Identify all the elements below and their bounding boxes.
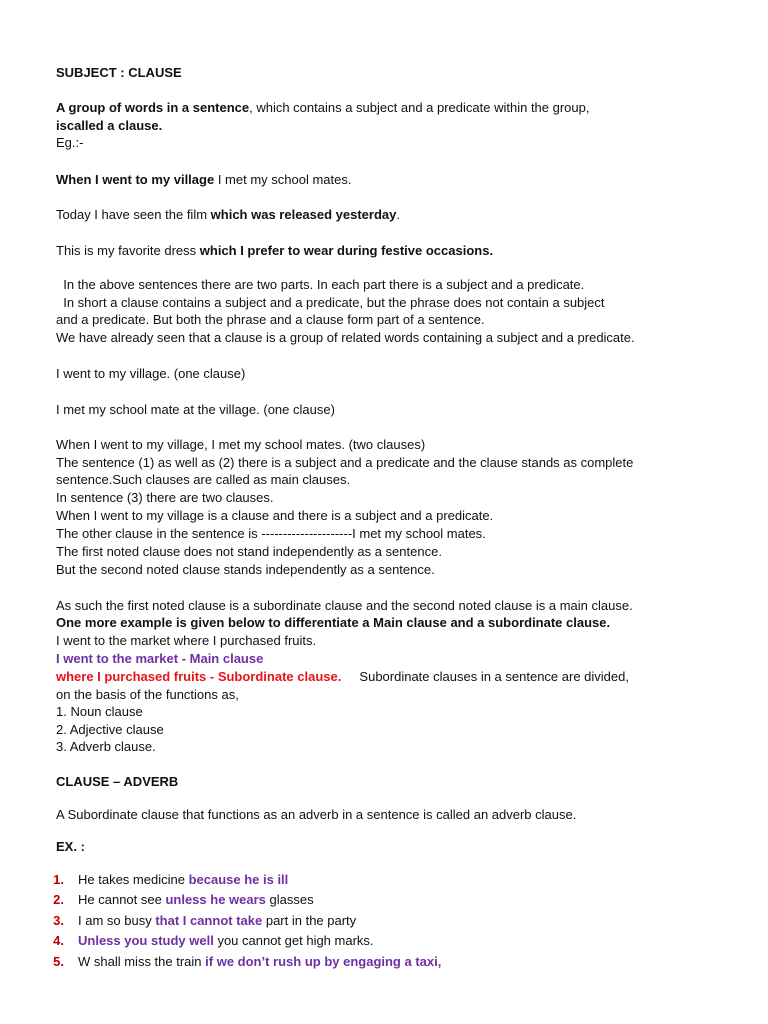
clause-type-item: 3. Adverb clause. (56, 739, 156, 754)
sentence-text: I am so busy (78, 913, 156, 928)
page-title: SUBJECT : CLAUSE (56, 65, 182, 80)
sentence-text: part in the party (262, 913, 357, 928)
paragraph-line: sentence.Such clauses are called as main clauses. (56, 472, 351, 487)
clause-type-item: 2. Adjective clause (56, 722, 164, 737)
adverb-example-item (40, 891, 314, 908)
paragraph-line: The other clause in the sentence is ---------------------I met my school mates. (56, 526, 486, 541)
paragraph-line: When I went to my village is a clause and there is a subject and a predicate. (56, 508, 494, 523)
sentence-text: He cannot see (78, 892, 166, 907)
ex-label: EX. : (56, 839, 85, 854)
paragraph-line-bold: One more example is given below to differentiate a Main clause and a subordinate clause. (56, 615, 611, 630)
section-heading: CLAUSE – ADVERB (56, 774, 179, 789)
sentence-2: I met my school mate at the village. (one clause) (56, 402, 335, 417)
definition-line-2: iscalled a clause. (56, 118, 163, 133)
list-number: 4. (53, 933, 64, 948)
paragraph-line: But the second noted clause stands independently as a sentence. (56, 562, 435, 577)
subordinate-clause-label: where I purchased fruits - Subordinate clause. (56, 669, 342, 684)
list-number: 1. (53, 872, 64, 887)
paragraph-line: The first noted clause does not stand independently as a sentence. (56, 544, 442, 559)
paragraph-line: We have already seen that a clause is a group of related words containing a subject and a predicate. (56, 330, 635, 345)
eg-label: Eg.:- (56, 135, 84, 150)
main-clause-label: I went to the market - Main clause (56, 651, 264, 666)
example-1-clause: When I went to my village (56, 172, 215, 187)
definition-line-1 (56, 99, 589, 116)
list-number: 5. (53, 954, 64, 969)
paragraph-line: The sentence (1) as well as (2) there is a subject and a predicate and the clause stands as complete (56, 455, 634, 470)
example-1-rest: I met my school mates. (214, 172, 352, 187)
paragraph-line: In sentence (3) there are two clauses. (56, 490, 274, 505)
adverb-clause-highlight: Unless you study well (78, 933, 214, 948)
example-sentence-3 (56, 242, 493, 259)
sentence-text: glasses (265, 892, 314, 907)
paragraph-line: and a predicate. But both the phrase and a clause form part of a sentence. (56, 312, 485, 327)
sentence-text: W shall miss the train (78, 954, 206, 969)
sentence-1: I went to my village. (one clause) (56, 366, 246, 381)
adverb-definition: A Subordinate clause that functions as an adverb in a sentence is called an adverb clause. (56, 807, 577, 822)
example-2-clause: which was released yesterday (210, 207, 397, 222)
clause-type-item: 1. Noun clause (56, 704, 143, 719)
example-2-start: Today I have seen the film (56, 207, 211, 222)
adverb-example-item (40, 871, 288, 888)
adverb-clause-highlight: that I cannot take (155, 913, 263, 928)
paragraph-line: In short a clause contains a subject and a predicate, but the phrase does not contain a subject (56, 295, 605, 310)
example-sentence-2 (56, 206, 400, 223)
adverb-example-item (40, 932, 374, 949)
paragraph-line: As such the first noted clause is a subordinate clause and the second noted clause is a main clause. (56, 598, 633, 613)
adverb-clause-highlight: because he is ill (188, 872, 289, 887)
example-sentence-1 (56, 171, 351, 188)
paragraph-line: When I went to my village, I met my school mates. (two clauses) (56, 437, 426, 452)
paragraph-line: In the above sentences there are two parts. In each part there is a subject and a predicate. (56, 277, 585, 292)
definition-bold: A group of words in a sentence (56, 100, 250, 115)
subordinate-clause-line (56, 668, 629, 685)
list-number: 2. (53, 892, 64, 907)
sentence-text: you cannot get high marks. (213, 933, 374, 948)
paragraph-line: on the basis of the functions as, (56, 687, 239, 702)
adverb-example-item (40, 953, 441, 970)
sentence-text: He takes medicine (78, 872, 189, 887)
paragraph-line: I went to the market where I purchased fruits. (56, 633, 317, 648)
definition-rest: , which contains a subject and a predicate within the group, (249, 100, 590, 115)
example-3-start: This is my favorite dress (56, 243, 200, 258)
adverb-clause-highlight: unless he wears (165, 892, 266, 907)
adverb-example-item (40, 912, 356, 929)
subordinate-clause-tail: Subordinate clauses in a sentence are divided, (341, 669, 629, 684)
list-number: 3. (53, 913, 64, 928)
example-2-end: . (396, 207, 400, 222)
adverb-clause-highlight: if we don’t rush up by engaging a taxi, (205, 954, 442, 969)
example-3-clause: which I prefer to wear during festive occasions. (199, 243, 494, 258)
